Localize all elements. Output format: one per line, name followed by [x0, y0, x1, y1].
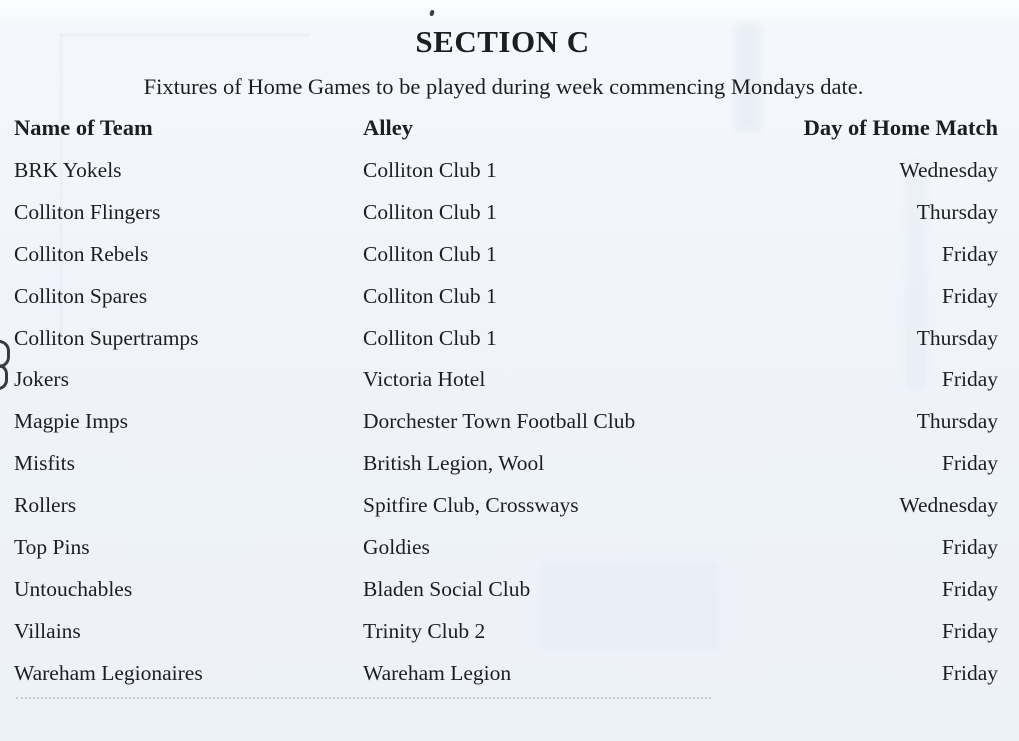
team-name-cell: Colliton Spares	[14, 283, 148, 308]
table-row	[0, 157, 1019, 199]
alley-cell: Colliton Club 1	[363, 199, 497, 224]
table-row	[0, 408, 1019, 450]
day-cell: Wednesday	[899, 493, 998, 518]
table-row	[0, 450, 1019, 492]
column-header-team: Name of Team	[14, 115, 153, 140]
team-name-cell: BRK Yokels	[14, 158, 122, 182]
alley-cell: Goldies	[363, 535, 430, 560]
alley-cell: Colliton Club 1	[363, 158, 497, 182]
day-cell: Friday	[941, 367, 998, 392]
team-name-cell: Villains	[14, 618, 81, 643]
day-cell: Friday	[941, 576, 998, 601]
alley-cell: Bladen Social Club	[363, 576, 531, 601]
day-cell: Friday	[941, 283, 998, 308]
fixtures-subtitle: Fixtures of Home Games to be played during week commencing Mondays date.	[143, 74, 864, 99]
team-name-cell: Misfits	[14, 451, 75, 476]
alley-cell: Dorchester Town Football Club	[363, 409, 636, 434]
team-name-cell: Wareham Legionaires	[14, 660, 203, 685]
table-row	[0, 241, 1019, 283]
day-cell: Wednesday	[899, 158, 998, 182]
table-row	[0, 618, 1019, 660]
alley-cell: Colliton Club 1	[363, 325, 497, 350]
day-cell: Thursday	[916, 199, 998, 224]
table-row	[0, 534, 1019, 576]
column-header-alley: Alley	[363, 115, 413, 140]
table-row	[0, 660, 1019, 702]
team-name-cell: Rollers	[14, 493, 77, 518]
alley-cell: Trinity Club 2	[363, 618, 486, 643]
table-row	[0, 325, 1019, 367]
table-row	[0, 199, 1019, 241]
section-title: SECTION C	[415, 24, 590, 59]
team-name-cell: Colliton Rebels	[14, 241, 149, 266]
alley-cell: Spitfire Club, Crossways	[363, 493, 579, 518]
table-header-row	[0, 115, 1019, 141]
team-name-cell: Jokers	[14, 367, 69, 392]
alley-cell: Wareham Legion	[363, 660, 512, 685]
alley-cell: Victoria Hotel	[363, 367, 486, 392]
alley-cell: British Legion, Wool	[363, 451, 545, 476]
table-row	[0, 366, 1019, 408]
alley-cell: Colliton Club 1	[363, 241, 497, 266]
team-name-cell: Untouchables	[14, 576, 133, 601]
day-cell: Thursday	[916, 409, 998, 434]
day-cell: Friday	[941, 618, 998, 643]
day-cell: Friday	[941, 660, 998, 685]
column-header-day: Day of Home Match	[803, 115, 998, 140]
team-name-cell: Colliton Flingers	[14, 199, 161, 224]
day-cell: Friday	[941, 451, 998, 476]
day-cell: Friday	[941, 241, 998, 266]
fixtures-table	[0, 157, 1019, 702]
team-name-cell: Colliton Supertramps	[14, 325, 199, 350]
table-row	[0, 492, 1019, 534]
day-cell: Friday	[941, 535, 998, 560]
day-cell: Thursday	[916, 325, 998, 350]
table-row	[0, 283, 1019, 325]
alley-cell: Colliton Club 1	[363, 283, 497, 308]
team-name-cell: Top Pins	[14, 535, 90, 560]
scan-speck-artifact	[429, 10, 435, 17]
table-row	[0, 576, 1019, 618]
team-name-cell: Magpie Imps	[14, 409, 129, 434]
